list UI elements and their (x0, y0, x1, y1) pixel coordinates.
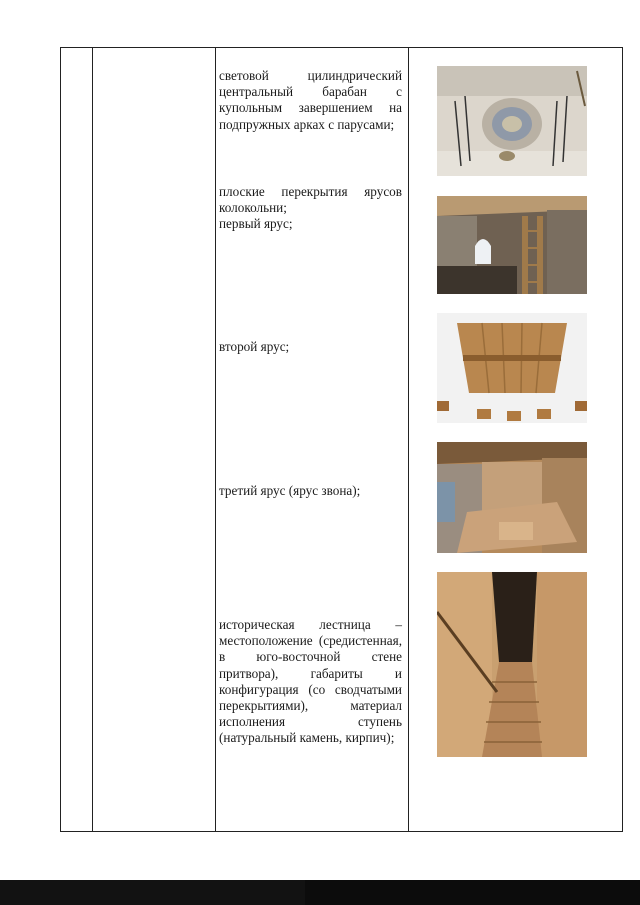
description-tower-floors-line1: плоские перекрытия ярусов колокольни; (219, 184, 402, 216)
bell-tower-third-tier-photo (437, 442, 587, 553)
description-first-tier: первый ярус; (219, 216, 293, 232)
table-column-divider-3 (408, 47, 409, 832)
bell-tower-second-tier-ceiling-photo (437, 313, 587, 423)
dome-interior-photo (437, 66, 587, 176)
description-dome: световой цилиндрический центральный барабан с купольным завершением на подпружных арках с парусами; (219, 68, 402, 132)
description-third-tier: третий ярус (ярус звона); (219, 483, 361, 498)
description-second-tier: второй ярус; (219, 339, 290, 354)
description-historic-staircase: историческая лестница – местоположение (средистенная, в юго-восточной стене притвора), габариты и конфигурация (со сводчатыми перекрытиями), материал исполнения ступень (натуральный камень, кирпич); (219, 617, 402, 746)
table-column-divider-1 (92, 47, 93, 832)
scan-edge-segment (0, 880, 305, 905)
table-border-bottom (60, 831, 623, 832)
table-border-right (622, 47, 623, 832)
bell-tower-first-tier-photo (437, 196, 587, 294)
scan-edge (0, 880, 640, 905)
table-border-top (60, 47, 623, 48)
table-column-divider-2 (215, 47, 216, 832)
historic-staircase-photo (437, 572, 587, 757)
table-border-left (60, 47, 61, 832)
description-tower-floors (219, 184, 402, 233)
